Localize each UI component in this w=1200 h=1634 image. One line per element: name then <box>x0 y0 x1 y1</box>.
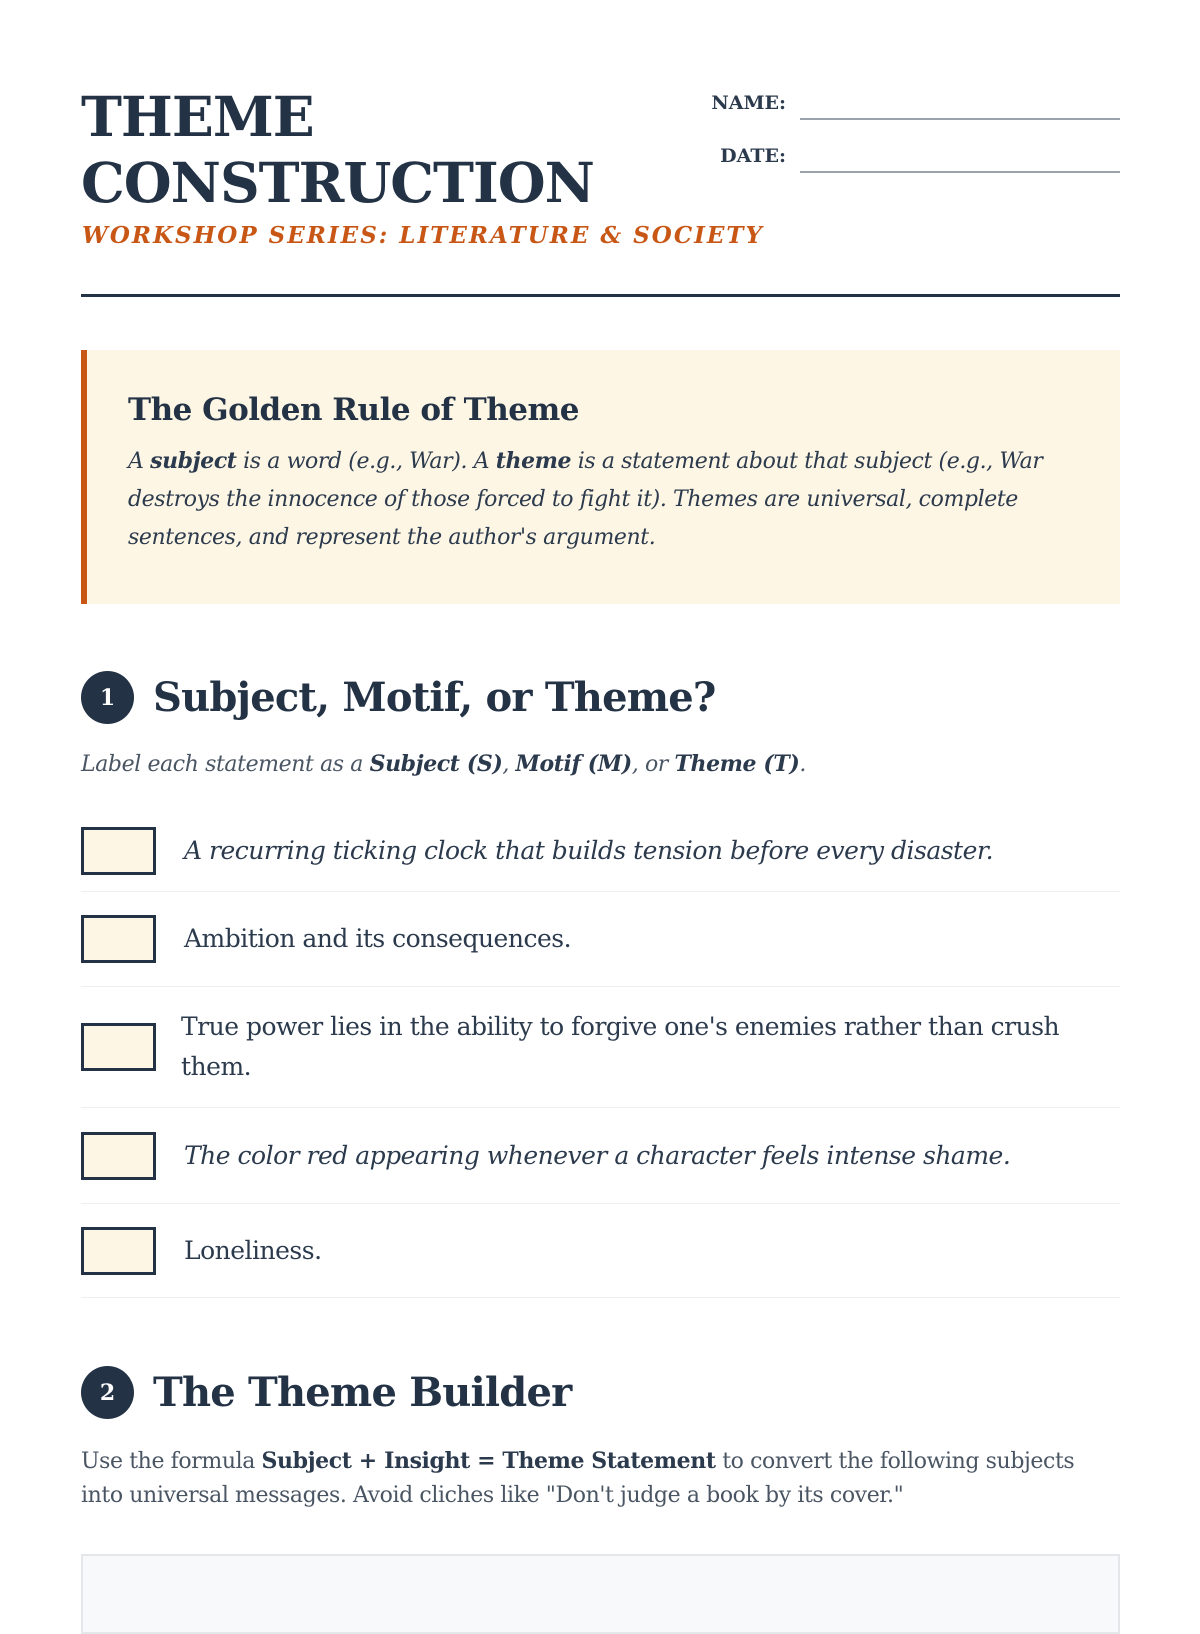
header-divider <box>81 294 1120 297</box>
section-title: Subject, Motif, or Theme? <box>153 674 716 721</box>
section-1-instruction <box>81 751 806 777</box>
worksheet-page <box>81 0 1120 1508</box>
answer-box[interactable] <box>81 1132 156 1180</box>
instruction-formula: Subject + Insight = Theme Statement <box>261 1448 716 1474</box>
statement-text: A recurring ticking clock that builds tension before every disaster. <box>184 835 994 865</box>
date-label: DATE: <box>720 145 786 167</box>
worksheet-header <box>81 0 1120 296</box>
instruction-motif: Motif (M) <box>515 751 632 777</box>
name-field[interactable] <box>800 118 1120 120</box>
instruction-part: to convert the following subjects into universal messages. Avoid cliches like "Don't judge a book by its cover." <box>81 1449 1075 1508</box>
list-item <box>81 810 1120 892</box>
student-fields <box>710 86 1120 192</box>
answer-box[interactable] <box>81 915 156 963</box>
callout-text-part: A <box>128 449 151 474</box>
instruction-part: , <box>502 752 516 777</box>
section-1-heading <box>81 671 716 724</box>
callout-bold-subject: subject <box>150 448 237 474</box>
section-2-instruction <box>81 1444 1120 1513</box>
section-number-badge: 2 <box>81 1366 134 1419</box>
section-title: The Theme Builder <box>153 1369 572 1416</box>
list-item <box>81 987 1120 1108</box>
title-line-1: THEME <box>81 84 314 149</box>
callout-text-part: is a statement about that subject (e.g., War destroys the innocence of those forced to fight it). Themes are universal, complete sentences, and represent the author's argument. <box>128 449 1043 550</box>
callout-text-part: is a word (e.g., War). A <box>236 449 496 474</box>
statement-text: Ambition and its consequences. <box>184 924 572 953</box>
date-field[interactable] <box>800 171 1120 173</box>
title-line-2: CONSTRUCTION <box>81 150 594 215</box>
list-item <box>81 1204 1120 1298</box>
name-field-row <box>710 86 1120 120</box>
instruction-part: , or <box>631 752 675 777</box>
name-label: NAME: <box>711 92 786 114</box>
statement-text: True power lies in the ability to forgive one's enemies rather than crush them. <box>181 1012 1060 1081</box>
golden-rule-callout <box>81 350 1120 604</box>
instruction-theme: Theme (T) <box>674 751 800 777</box>
callout-bold-theme: theme <box>495 448 572 474</box>
statement-text: Loneliness. <box>184 1235 322 1265</box>
answer-box[interactable] <box>81 1023 156 1071</box>
callout-text <box>128 442 1080 557</box>
list-item <box>81 892 1120 987</box>
answer-box[interactable] <box>81 1227 156 1275</box>
section-number-badge: 1 <box>81 671 134 724</box>
callout-title: The Golden Rule of Theme <box>128 392 580 428</box>
answer-box[interactable] <box>81 827 156 875</box>
instruction-subject: Subject (S) <box>369 751 503 777</box>
theme-builder-box[interactable] <box>81 1554 1120 1634</box>
instruction-part: . <box>799 752 806 777</box>
instruction-part: Use the formula <box>81 1449 262 1474</box>
statement-text: The color red appearing whenever a character feels intense shame. <box>184 1140 1011 1170</box>
page-title <box>81 84 594 216</box>
list-item <box>81 1108 1120 1204</box>
date-field-row <box>710 139 1120 173</box>
section-2-heading <box>81 1366 571 1419</box>
statement-list <box>81 810 1120 1298</box>
series-subtitle: WORKSHOP SERIES: LITERATURE & SOCIETY <box>82 222 764 249</box>
instruction-part: Label each statement as a <box>81 752 370 777</box>
